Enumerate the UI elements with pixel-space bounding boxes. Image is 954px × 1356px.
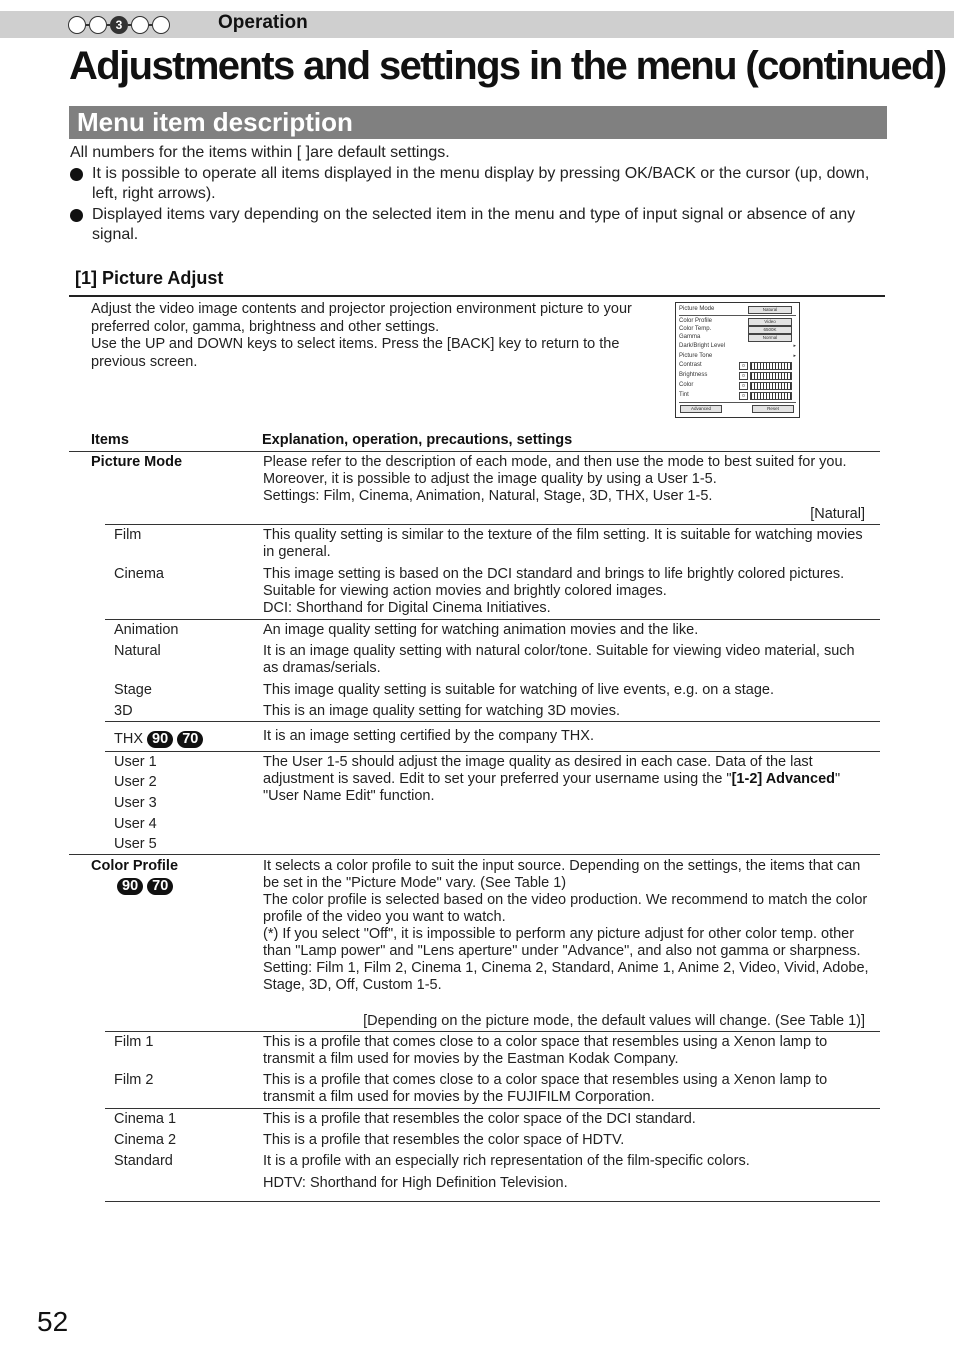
table-rule <box>105 751 880 752</box>
film-1-text: This is a profile that comes close to a color space that resembles using a Xenon lamp to transmit a film used for movies by the Eastman Kodak Company. <box>263 1034 828 1067</box>
menu-row: Gamma Normal <box>679 333 796 341</box>
item-3d: 3D <box>114 703 133 719</box>
subhead: Menu item description <box>69 106 887 139</box>
table-rule <box>105 1201 880 1202</box>
menu-reset-button: Reset <box>752 405 794 413</box>
arrow-right-icon: ▸ <box>793 353 796 359</box>
item-user: User 2 <box>114 774 157 790</box>
page-title: Adjustments and settings in the menu (continued) <box>69 44 946 88</box>
model-badge: 70 <box>177 731 203 748</box>
picture-mode-text: Please refer to the description of each mode, and then use the mode to best suited for you. Moreover, it is possible to adjust the image quality by using a User 1-5. Settings: Film, Cinema, Animation, Natural, Stage, 3D, THX, User 1-5. <box>263 454 847 504</box>
standard-text: It is a profile with an especially rich representation of the film-specific colors. <box>263 1153 750 1169</box>
menu-row: Brightness 0 <box>679 371 796 379</box>
item-film: Film <box>114 527 142 543</box>
item-cinema-1: Cinema 1 <box>114 1111 177 1127</box>
cinema-text: This image setting is based on the DCI standard and brings to life brightly colored pictures. Suitable for viewing action movies and brightly colored images. DCI: Shorthand for Digital Cinema Initiatives. <box>263 566 845 616</box>
item-user: User 5 <box>114 836 157 852</box>
column-header-items: Items <box>91 432 129 448</box>
item-user: User 1 <box>114 754 157 770</box>
color-profile-badges <box>117 878 173 895</box>
menu-row: Picture Tone ▸ <box>679 353 796 359</box>
table-rule <box>69 854 880 855</box>
item-animation: Animation <box>114 622 179 638</box>
item-standard: Standard <box>114 1153 173 1169</box>
animation-text: An image quality setting for watching animation movies and the like. <box>263 622 699 638</box>
menu-advanced-button: Advanced <box>680 405 722 413</box>
color-profile-text: It selects a color profile to suit the input source. Depending on the settings, the items that can be set in the "Picture Mode" vary. (See Table 1) The color profile is selected based on the video production. We recommend to match the color profile of the video you want to watch. (*) If you select "Off", it is impossible to perform any picture adjust for other color temp. other than "Lamp power" and "Lens aperture" under "Advance", and also not gamma or sharpness. Setting: Film 1, Film 2, Cinema 1, Cinema 2, Standard, Anime 1, Anime 2, Video, Vivid, Adobe, Stage, 3D, Off, Custom 1-5. <box>263 858 869 993</box>
bullet-icon <box>70 209 83 222</box>
film-2-text: This is a profile that comes close to a color space that resembles using a Xenon lamp to transmit a film used for movies by the FUJIFILM Corporation. <box>263 1072 828 1105</box>
item-user: User 4 <box>114 816 157 832</box>
step-circle <box>131 16 149 34</box>
section-label: Operation <box>218 12 308 33</box>
section-rule <box>69 295 885 297</box>
step-circle-active: 3 <box>110 16 128 34</box>
slider-icon <box>750 362 792 370</box>
bullet-icon <box>70 168 83 181</box>
step-circle <box>68 16 86 34</box>
item-color-profile: Color Profile <box>91 858 179 874</box>
table-rule <box>105 721 880 722</box>
menu-row: Color Temp. 6500K <box>679 325 796 333</box>
slider-icon <box>750 372 792 380</box>
chapter-step-indicator <box>68 14 170 36</box>
natural-text: It is an image quality setting with natural color/tone. Suitable for viewing video material, such as dramas/serials. <box>263 643 855 676</box>
item-film-1: Film 1 <box>114 1034 154 1050</box>
item-user: User 3 <box>114 795 157 811</box>
cinema-1-text: This is a profile that resembles the color space of the DCI standard. <box>263 1111 696 1127</box>
bullet-item: Displayed items vary depending on the selected item in the menu and type of input signal or absence of any signal. <box>70 205 890 246</box>
model-badge: 90 <box>147 731 173 748</box>
slider-icon <box>750 392 792 400</box>
page-number: 52 <box>37 1306 69 1337</box>
section-description: Adjust the video image contents and projector projection environment picture to your preferred color, gamma, brightness and other settings. Use the UP and DOWN keys to select items. Press the [BACK] key to return to the previous screen. <box>91 301 632 370</box>
cinema-2-text: This is a profile that resembles the color space of HDTV. <box>263 1132 625 1148</box>
slider-icon <box>750 382 792 390</box>
table-rule <box>105 524 880 525</box>
arrow-right-icon: ▸ <box>793 343 796 349</box>
item-film-2: Film 2 <box>114 1072 154 1088</box>
model-badge: 70 <box>147 878 173 895</box>
table-rule <box>69 451 880 452</box>
stage-text: This image quality setting is suitable for watching of live events, e.g. on a stage. <box>263 682 774 698</box>
menu-row: Tint 0 <box>679 391 796 399</box>
default-note: All numbers for the items within [ ]are default settings. <box>70 144 450 161</box>
item-cinema-2: Cinema 2 <box>114 1132 177 1148</box>
film-text: This quality setting is similar to the texture of the film setting. It is suitable for watching movies in general. <box>263 527 863 560</box>
item-picture-mode: Picture Mode <box>91 454 183 470</box>
menu-title-row: Picture Mode Natural <box>679 305 796 313</box>
section-heading: [1] Picture Adjust <box>75 268 224 288</box>
item-thx: THX 90 70 <box>114 731 203 748</box>
intro <box>70 143 890 246</box>
menu-row: Dark/Bright Level ▸ <box>679 343 796 349</box>
color-profile-default: [Depending on the picture mode, the default values will change. (See Table 1)] <box>363 1013 865 1029</box>
model-badge: 90 <box>117 878 143 895</box>
step-circle <box>152 16 170 34</box>
user-text: The User 1-5 should adjust the image quality as desired in each case. Data of the last adjustment is saved. Edit to set your preferred your username using the "[1-2] Advanced" "User Name Edit" function. <box>263 754 841 804</box>
hdtv-note: HDTV: Shorthand for High Definition Television. <box>263 1175 568 1191</box>
column-header-explanation: Explanation, operation, precautions, settings <box>262 432 573 448</box>
table-rule <box>105 1031 880 1032</box>
menu-row: Color Profile Video <box>679 317 796 325</box>
menu-row: Color 0 <box>679 381 796 389</box>
table-rule <box>105 1108 880 1109</box>
item-natural: Natural <box>114 643 161 659</box>
3d-text: This is an image quality setting for watching 3D movies. <box>263 703 621 719</box>
item-cinema: Cinema <box>114 566 164 582</box>
bullet-item: It is possible to operate all items displayed in the menu display by pressing OK/BACK or the cursor (up, down, left, right arrows). <box>70 164 890 205</box>
menu-screen-illustration <box>675 302 800 418</box>
item-stage: Stage <box>114 682 152 698</box>
step-circle <box>89 16 107 34</box>
thx-text: It is an image setting certified by the company THX. <box>263 728 594 744</box>
picture-mode-default: [Natural] <box>810 506 865 522</box>
menu-row: Contrast 0 <box>679 361 796 369</box>
table-rule <box>105 619 880 620</box>
